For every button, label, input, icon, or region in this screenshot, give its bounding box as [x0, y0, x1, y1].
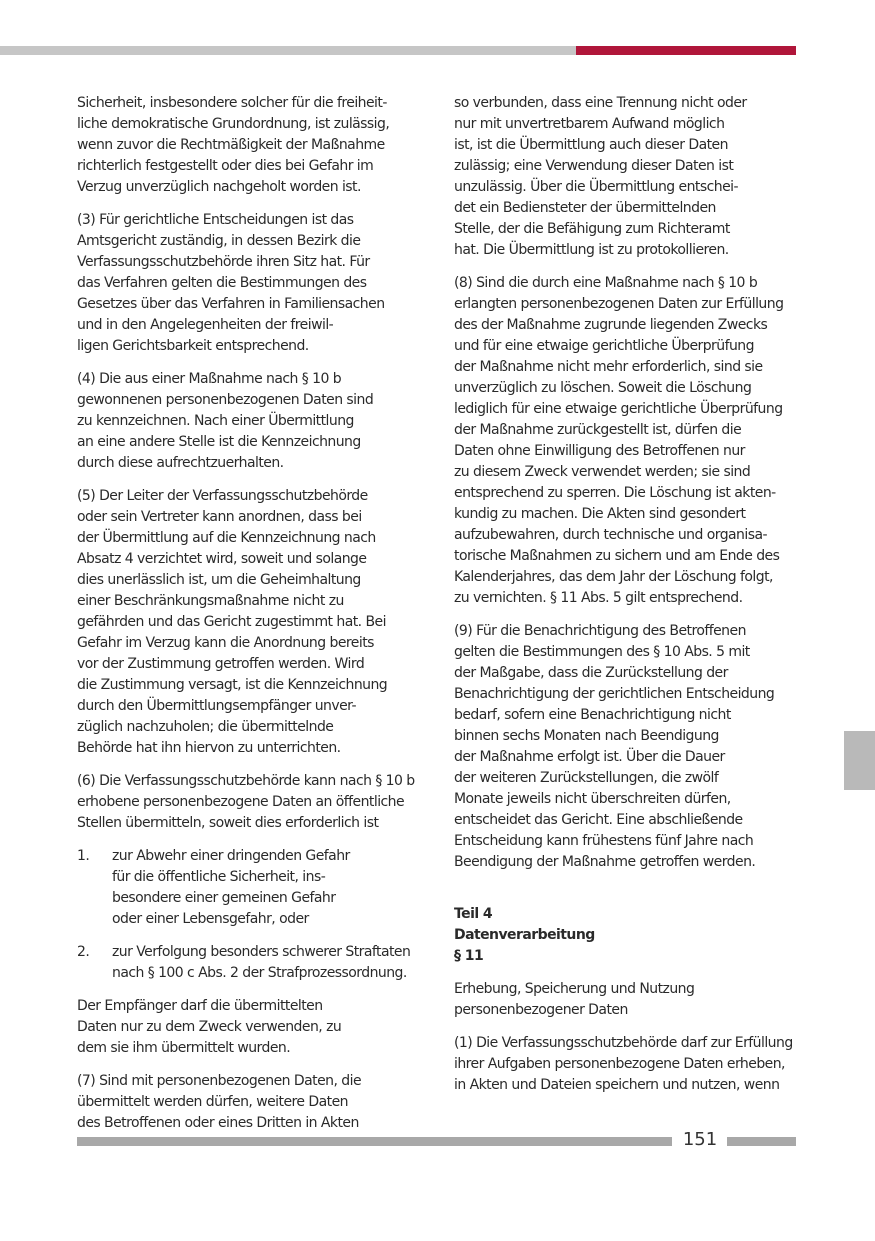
text-line: Stelle, der die Befähigung zum Richteramt — [454, 221, 730, 237]
text-line: der Maßnahme zurückgestellt ist, dürfen die — [454, 422, 742, 438]
text-line: lediglich für eine etwaige gerichtliche Überprüfung — [454, 401, 783, 417]
text-line: Stellen übermitteln, soweit dies erforderlich ist — [77, 815, 379, 831]
text-line: torische Maßnahmen zu sichern und am Ende des — [454, 548, 780, 564]
text-line: Gesetzes über das Verfahren in Familiensachen — [77, 296, 385, 312]
section-number: § 11 — [454, 948, 484, 964]
text-line: der Übermittlung auf die Kennzeichnung nach — [77, 530, 376, 546]
text-line: nur mit unvertretbarem Aufwand möglich — [454, 116, 725, 132]
header-bar-accent — [576, 46, 796, 55]
text-line: richterlich festgestellt oder dies bei Gefahr im — [77, 158, 374, 174]
text-line: binnen sechs Monaten nach Beendigung — [454, 728, 719, 744]
list-item-text — [112, 846, 425, 930]
text-line: für die öffentliche Sicherheit, ins- — [112, 869, 326, 885]
list-number: 2. — [77, 944, 90, 960]
section-title — [454, 979, 799, 1021]
paragraph-9 — [454, 621, 799, 873]
paragraph-11-1 — [454, 1033, 799, 1096]
paragraph-3 — [77, 210, 425, 357]
text-line: Daten nur zu dem Zweck verwenden, zu — [77, 1019, 342, 1035]
part-title: Datenverarbeitung — [454, 927, 595, 943]
text-line: gewonnenen personenbezogenen Daten sind — [77, 392, 374, 408]
paragraph-6 — [77, 771, 425, 834]
text-line: oder einer Lebensgefahr, oder — [112, 911, 309, 927]
text-line: zur Verfolgung besonders schwerer Straftaten — [112, 944, 411, 960]
text-line: aufzubewahren, durch technische und organisa- — [454, 527, 767, 543]
text-line: (5) Der Leiter der Verfassungsschutzbehörde — [77, 488, 368, 504]
text-line: Entscheidung kann frühestens fünf Jahre nach — [454, 833, 754, 849]
paragraph-recipient — [77, 996, 425, 1059]
footer-bar-left — [77, 1137, 672, 1146]
header-bar-grey — [0, 46, 576, 55]
part-label: Teil 4 — [454, 906, 493, 922]
text-line: bedarf, sofern eine Benachrichtigung nicht — [454, 707, 731, 723]
text-line: in Akten und Dateien speichern und nutzen, wenn — [454, 1077, 780, 1093]
text-line: det ein Bediensteter der übermittelnden — [454, 200, 716, 216]
text-line: (8) Sind die durch eine Maßnahme nach § 10 b — [454, 275, 758, 291]
text-line: (3) Für gerichtliche Entscheidungen ist das — [77, 212, 354, 228]
left-column — [77, 93, 425, 1146]
text-line: einer Beschränkungsmaßnahme nicht zu — [77, 593, 344, 609]
chapter-side-tab — [844, 731, 875, 790]
list-item-text — [112, 942, 425, 984]
text-line: Sicherheit, insbesondere solcher für die freiheit- — [77, 95, 387, 111]
paragraph-5 — [77, 486, 425, 759]
text-line: und in den Angelegenheiten der freiwil- — [77, 317, 334, 333]
text-line: zur Abwehr einer dringenden Gefahr — [112, 848, 350, 864]
text-line: erlangten personenbezogenen Daten zur Erfüllung — [454, 296, 784, 312]
text-line: gefährden und das Gericht zugestimmt hat. Bei — [77, 614, 386, 630]
text-line: züglich nachzuholen; die übermittelnde — [77, 719, 334, 735]
paragraph-4 — [77, 369, 425, 474]
text-line: Benachrichtigung der gerichtlichen Entscheidung — [454, 686, 775, 702]
part-heading — [454, 904, 799, 967]
text-line: personenbezogener Daten — [454, 1002, 628, 1018]
text-line: Erhebung, Speicherung und Nutzung — [454, 981, 695, 997]
text-line: Monate jeweils nicht überschreiten dürfen, — [454, 791, 731, 807]
paragraph-7-continued — [454, 93, 799, 261]
text-line: hat. Die Übermittlung ist zu protokollieren. — [454, 242, 729, 258]
text-line: nach § 100 c Abs. 2 der Strafprozessordnung. — [112, 965, 407, 981]
text-line: Behörde hat ihn hiervon zu unterrichten. — [77, 740, 341, 756]
text-line: wenn zuvor die Rechtmäßigkeit der Maßnahme — [77, 137, 385, 153]
text-line: (9) Für die Benachrichtigung des Betroffenen — [454, 623, 746, 639]
text-line: der Maßnahme nicht mehr erforderlich, sind sie — [454, 359, 763, 375]
text-line: gelten die Bestimmungen des § 10 Abs. 5 mit — [454, 644, 750, 660]
text-line: und für eine etwaige gerichtliche Überprüfung — [454, 338, 754, 354]
text-line: ist, ist die Übermittlung auch dieser Daten — [454, 137, 728, 153]
text-line: dem sie ihm übermittelt wurden. — [77, 1040, 291, 1056]
text-line: zu kennzeichnen. Nach einer Übermittlung — [77, 413, 354, 429]
footer-bar-right — [727, 1137, 796, 1146]
text-line: (4) Die aus einer Maßnahme nach § 10 b — [77, 371, 342, 387]
text-line: übermittelt werden dürfen, weitere Daten — [77, 1094, 348, 1110]
text-line: erhobene personenbezogene Daten an öffentliche — [77, 794, 405, 810]
paragraph-8 — [454, 273, 799, 609]
text-line: der Maßgabe, dass die Zurückstellung der — [454, 665, 728, 681]
text-line: Gefahr im Verzug kann die Anordnung bereits — [77, 635, 374, 651]
list-number: 1. — [77, 848, 90, 864]
text-line: das Verfahren gelten die Bestimmungen des — [77, 275, 367, 291]
text-line: (1) Die Verfassungsschutzbehörde darf zur Erfüllung — [454, 1035, 793, 1051]
text-line: (6) Die Verfassungsschutzbehörde kann nach § 10 b — [77, 773, 415, 789]
text-line: Beendigung der Maßnahme getroffen werden. — [454, 854, 756, 870]
text-line: entscheidet das Gericht. Eine abschließende — [454, 812, 743, 828]
text-line: so verbunden, dass eine Trennung nicht oder — [454, 95, 747, 111]
text-line: des Betroffenen oder eines Dritten in Akten — [77, 1115, 359, 1131]
text-line: entsprechend zu sperren. Die Löschung ist akten- — [454, 485, 776, 501]
text-line: oder sein Vertreter kann anordnen, dass bei — [77, 509, 362, 525]
list-item-1 — [77, 846, 425, 930]
text-line: an eine andere Stelle ist die Kennzeichnung — [77, 434, 361, 450]
text-line: durch diese aufrechtzuerhalten. — [77, 455, 284, 471]
text-line: Verfassungsschutzbehörde ihren Sitz hat. Für — [77, 254, 370, 270]
text-line: Amtsgericht zuständig, in dessen Bezirk die — [77, 233, 361, 249]
text-line: zu diesem Zweck verwendet werden; sie sind — [454, 464, 751, 480]
paragraph-continued — [77, 93, 425, 198]
text-line: vor der Zustimmung getroffen werden. Wird — [77, 656, 365, 672]
text-line: Daten ohne Einwilligung des Betroffenen nur — [454, 443, 745, 459]
text-line: unverzüglich zu löschen. Soweit die Löschung — [454, 380, 752, 396]
text-line: (7) Sind mit personenbezogenen Daten, die — [77, 1073, 362, 1089]
list-item-2 — [77, 942, 425, 984]
right-column — [454, 93, 799, 1108]
text-line: Verzug unverzüglich nachgeholt worden ist. — [77, 179, 361, 195]
text-line: Der Empfänger darf die übermittelten — [77, 998, 323, 1014]
text-line: kundig zu machen. Die Akten sind gesondert — [454, 506, 746, 522]
text-line: liche demokratische Grundordnung, ist zulässig, — [77, 116, 390, 132]
text-line: der weiteren Zurückstellungen, die zwölf — [454, 770, 719, 786]
text-line: unzulässig. Über die Übermittlung entschei- — [454, 179, 738, 195]
page-number: 151 — [682, 1129, 718, 1150]
text-line: Absatz 4 verzichtet wird, soweit und solange — [77, 551, 367, 567]
text-line: zulässig; eine Verwendung dieser Daten ist — [454, 158, 734, 174]
text-line: der Maßnahme erfolgt ist. Über die Dauer — [454, 749, 725, 765]
text-line: ligen Gerichtsbarkeit entsprechend. — [77, 338, 309, 354]
text-line: Kalenderjahres, das dem Jahr der Löschung folgt, — [454, 569, 773, 585]
paragraph-7 — [77, 1071, 425, 1134]
text-line: durch den Übermittlungsempfänger unver- — [77, 698, 356, 714]
text-line: zu vernichten. § 11 Abs. 5 gilt entsprechend. — [454, 590, 743, 606]
text-line: ihrer Aufgaben personenbezogene Daten erheben, — [454, 1056, 785, 1072]
text-line: besondere einer gemeinen Gefahr — [112, 890, 336, 906]
text-line: des der Maßnahme zugrunde liegenden Zwecks — [454, 317, 768, 333]
text-line: dies unerlässlich ist, um die Geheimhaltung — [77, 572, 361, 588]
text-line: die Zustimmung versagt, ist die Kennzeichnung — [77, 677, 388, 693]
